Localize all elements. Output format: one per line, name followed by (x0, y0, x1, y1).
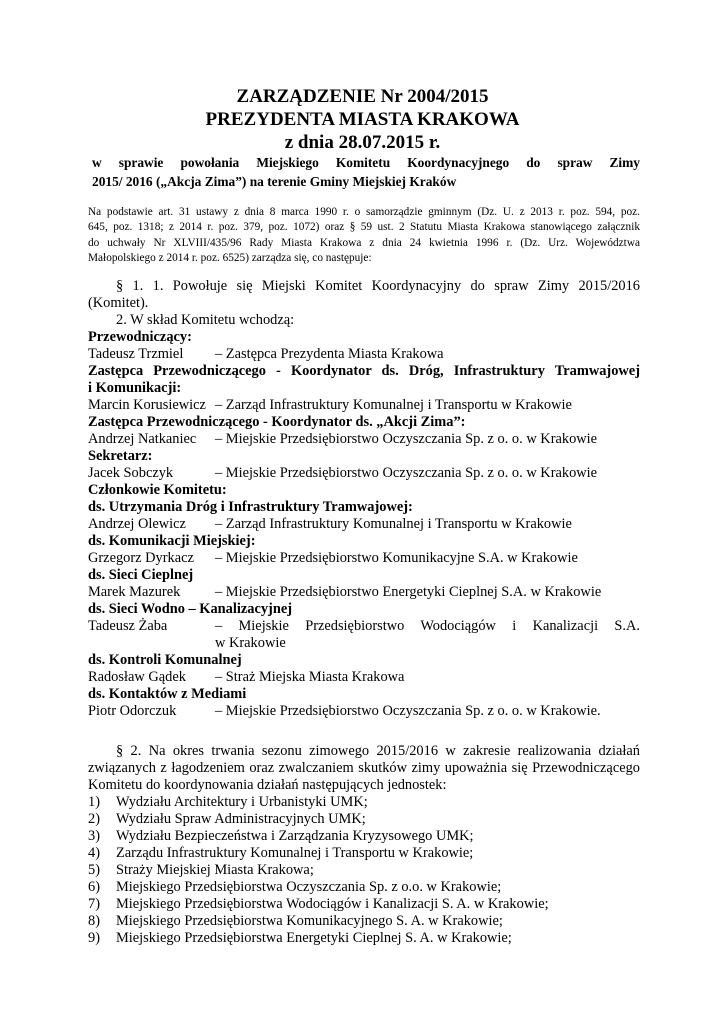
member-organization: – Miejskie Przedsiębiorstwo Oczyszczania Sp. z o. o. w Krakowie (215, 465, 598, 481)
subject-line-1: w sprawie powołania Miejskiego Komitetu Koordynacyjnego do spraw Zimy (92, 155, 640, 170)
deputy1-heading-line1: Zastępca Przewodniczącego - Koordynator ds. Dróg, Infrastruktury Tramwajowej (88, 363, 640, 379)
secretary-heading: Sekretarz: (88, 448, 153, 464)
legal-basis (88, 205, 640, 267)
section2-line1: § 2. Na okres trwania sezonu zimowego 2015/2016 w zakresie realizowania działań (116, 743, 640, 759)
list-item-number: 5) (88, 862, 100, 878)
member-organization: – Zarząd Infrastruktury Komunalnej i Transportu w Krakowie (215, 516, 572, 532)
member-organization: – Zarząd Infrastruktury Komunalnej i Transportu w Krakowie (215, 397, 572, 413)
members-heading: Członkowie Komitetu: (88, 482, 227, 498)
list-item-number: 6) (88, 879, 100, 895)
document-date: z dnia 28.07.2015 r. (284, 132, 441, 153)
list-item-text: Wydziału Bezpieczeństwa i Zarządzania Kryzysowego UMK; (116, 828, 474, 844)
legal-basis-line: do uchwały Nr XLVIII/435/96 Rady Miasta Krakowa z dnia 24 kwietnia 1996 r. (Dz. Urz. Województwa (88, 236, 640, 249)
member-area-heading: ds. Komunikacji Miejskiej: (88, 533, 256, 549)
member-name: Tadeusz Trzmiel (88, 346, 184, 362)
list-item-text: Miejskiego Przedsiębiorstwa Oczyszczania Sp. z o.o. w Krakowie; (116, 879, 502, 895)
list-item-text: Zarządu Infrastruktury Komunalnej i Transportu w Krakowie; (116, 845, 474, 861)
legal-basis-line: Na podstawie art. 31 ustawy z dnia 8 marca 1990 r. o samorządzie gminnym (Dz. U. z 2013 r. poz. 594, poz. (88, 206, 640, 218)
list-item-text: Miejskiego Przedsiębiorstwa Energetyki Cieplnej S. A. w Krakowie; (116, 930, 512, 946)
deputy2-heading: Zastępca Przewodniczącego - Koordynator ds. „Akcji Zima”: (88, 414, 466, 430)
member-organization: – Miejskie Przedsiębiorstwo Wodociągów i Kanalizacji S.A. (215, 618, 640, 634)
member-name: Tadeusz Żaba (88, 618, 168, 634)
member-name: Marcin Korusiewicz (88, 397, 206, 413)
list-item-number: 4) (88, 845, 100, 861)
chair-heading: Przewodniczący: (88, 329, 192, 345)
member-organization: – Miejskie Przedsiębiorstwo Energetyki Cieplnej S.A. w Krakowie (215, 584, 602, 600)
member-organization: – Miejskie Przedsiębiorstwo Komunikacyjne S.A. w Krakowie (215, 550, 578, 566)
deputy1-heading-line2: i Komunikacji: (88, 380, 182, 396)
member-organization-continued: w Krakowie (215, 635, 286, 651)
legal-basis-line: 645, poz. 1318; z 2014 r. poz. 379, poz. 1072) oraz § 59 ust. 2 Statutu Miasta Krakowa stanowiącego załącznik (88, 221, 640, 234)
member-organization: – Miejskie Przedsiębiorstwo Oczyszczania Sp. z o. o. w Krakowie. (215, 703, 601, 719)
member-organization: – Zastępca Prezydenta Miasta Krakowa (215, 346, 444, 362)
member-area-heading: ds. Kontaktów z Mediami (88, 686, 247, 702)
subject-line-2: 2015/ 2016 („Akcja Zima”) na terenie Gminy Miejskiej Kraków (92, 174, 457, 189)
member-name: Radosław Gądek (88, 669, 186, 685)
list-item-text: Wydziału Architektury i Urbanistyki UMK; (116, 794, 368, 810)
section1-paragraph1-line1: § 1. 1. Powołuje się Miejski Komitet Koordynacyjny do spraw Zimy 2015/2016 (116, 278, 640, 294)
member-area-heading: ds. Utrzymania Dróg i Infrastruktury Tramwajowej: (88, 499, 413, 515)
section1-paragraph2: 2. W skład Komitetu wchodzą: (116, 312, 295, 328)
document-subject (92, 153, 640, 191)
member-area-heading: ds. Sieci Wodno – Kanalizacyjnej (88, 601, 293, 617)
list-item-number: 8) (88, 913, 100, 929)
member-name: Grzegorz Dyrkacz (88, 550, 194, 566)
section2-line2: związanych z łagodzeniem oraz zwalczaniem skutków zimy upoważnia się Przewodniczącego (88, 760, 640, 776)
list-item-text: Straży Miejskiej Miasta Krakowa; (116, 862, 314, 878)
list-item-text: Miejskiego Przedsiębiorstwa Wodociągów i Kanalizacji S. A. w Krakowie; (116, 896, 549, 912)
document-issuer: PREZYDENTA MIASTA KRAKOWA (205, 109, 520, 130)
list-item-number: 7) (88, 896, 100, 912)
list-item-number: 3) (88, 828, 100, 844)
member-name: Jacek Sobczyk (88, 465, 174, 481)
list-item-number: 2) (88, 811, 100, 827)
list-item-text: Miejskiego Przedsiębiorstwa Komunikacyjnego S. A. w Krakowie; (116, 913, 503, 929)
section1-paragraph1-line2: (Komitet). (88, 295, 149, 311)
list-item-number: 1) (88, 794, 100, 810)
list-item-text: Wydziału Spraw Administracyjnych UMK; (116, 811, 366, 827)
member-organization: – Straż Miejska Miasta Krakowa (215, 669, 405, 685)
list-item-number: 9) (88, 930, 100, 946)
member-name: Marek Mazurek (88, 584, 181, 600)
member-area-heading: ds. Kontroli Komunalnej (88, 652, 242, 668)
legal-basis-line: Małopolskiego z 2014 r. poz. 6525) zarządza się, co następuje: (88, 252, 372, 265)
member-name: Andrzej Olewicz (88, 516, 186, 532)
section2-line3: Komitetu do koordynowania działań następujących jednostek: (88, 777, 447, 793)
member-name: Andrzej Natkaniec (88, 431, 197, 447)
member-organization: – Miejskie Przedsiębiorstwo Oczyszczania Sp. z o. o. w Krakowie (215, 431, 598, 447)
member-area-heading: ds. Sieci Cieplnej (88, 567, 194, 583)
member-name: Piotr Odorczuk (88, 703, 177, 719)
document-title: ZARZĄDZENIE Nr 2004/2015 (236, 86, 489, 107)
